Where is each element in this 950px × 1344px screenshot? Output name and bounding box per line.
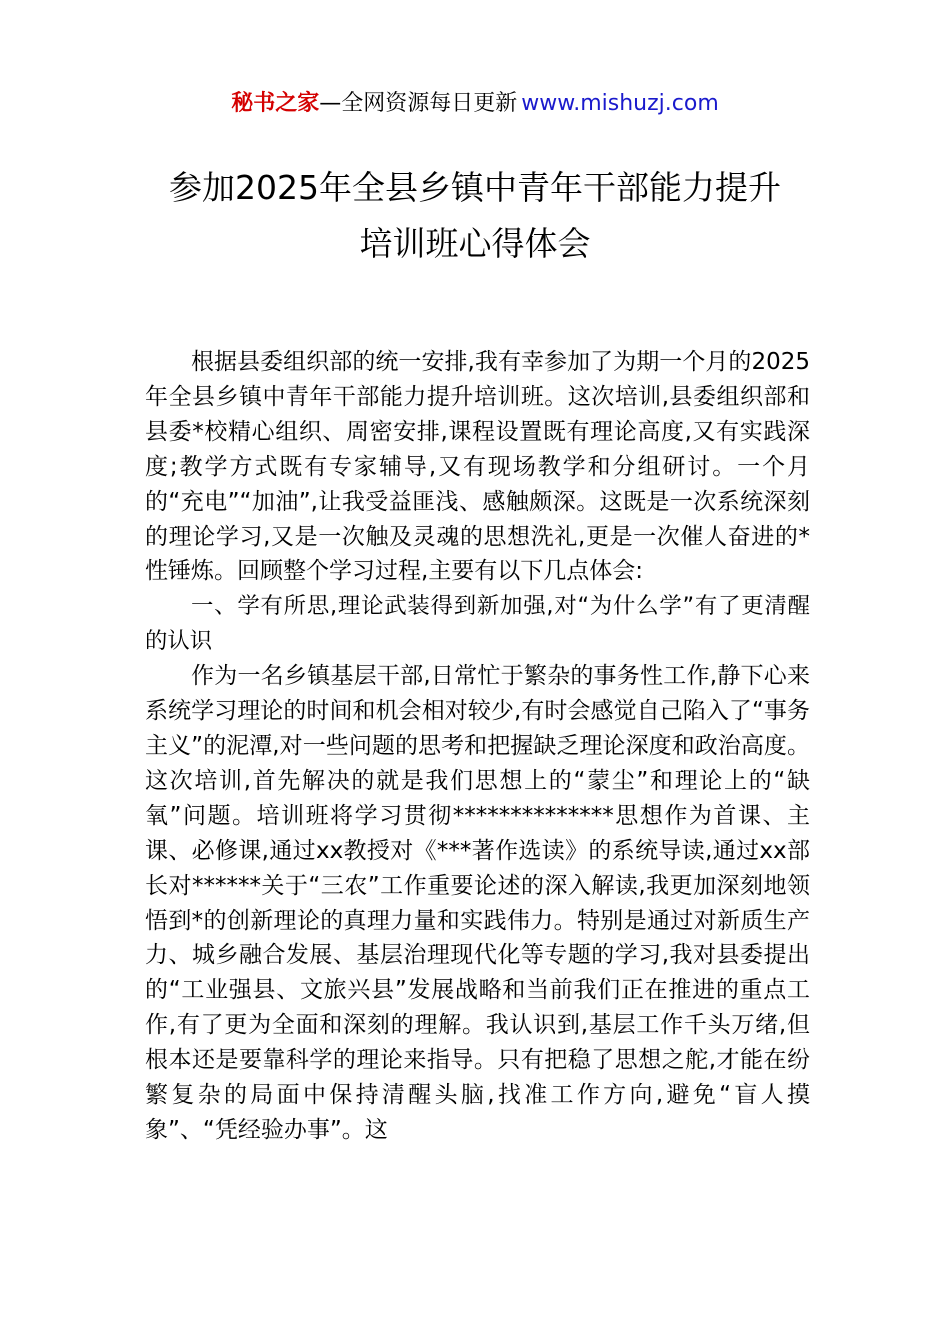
document-body [145,345,810,1148]
title-line-2: 培训班心得体会 [359,224,591,263]
intro-paragraph: 根据县委组织部的统一安排,我有幸参加了为期一个月的2025年全县乡镇中青年干部能力提升培训班。这次培训,县委组织部和县委*校精心组织、周密安排,课程设置既有理论高度,又有实践深度;教学方式既有专家辅导,又有现场教学和分组研讨。一个月的“充电”“加油”,让我受益匪浅、感触颇深。这既是一次系统深刻的理论学习,又是一次触及灵魂的思想洗礼,更是一次催人奋进的*性锤炼。回顾整个学习过程,主要有以下几点体会: [145,349,810,585]
page-header [0,86,950,122]
section-1-paragraph: 作为一名乡镇基层干部,日常忙于繁杂的事务性工作,静下心来系统学习理论的时间和机会相对较少,有时会感觉自己陷入了“事务主义”的泥潭,对一些问题的思考和把握缺乏理论深度和政治高度。这次培训,首先解决的就是我们思想上的“蒙尘”和理论上的“缺氧”问题。培训班将学习贯彻**************思想作为首课、主课、必修课,通过xx教授对《***著作选读》的系统导读,通过xx部长对******关于“三农”工作重要论述的深入解读,我更加深刻地领悟到*的创新理论的真理力量和实践伟力。特别是通过对新质生产力、城乡融合发展、基层治理现代化等专题的学习,我对县委提出的“工业强县、文旅兴县”发展战略和当前我们正在推进的重点工作,有了更为全面和深刻的理解。我认识到,基层工作千头万绪,但根本还是要靠科学的理论来指导。只有把稳了思想之舵,才能在纷繁复杂的局面中保持清醒头脑,找准工作方向,避免“盲人摸象”、“凭经验办事”。这 [145,663,810,1143]
header-tagline: —全网资源每日更新 [319,91,518,116]
section-heading-1: 一、学有所思,理论武装得到新加强,对“为什么学”有了更清醒的认识 [145,593,810,655]
brand-name: 秘书之家 [231,91,320,116]
site-link[interactable]: www.mishuzj.com [521,91,719,116]
title-line-1: 参加2025年全县乡镇中青年干部能力提升 [169,168,781,207]
document-title [70,160,880,272]
